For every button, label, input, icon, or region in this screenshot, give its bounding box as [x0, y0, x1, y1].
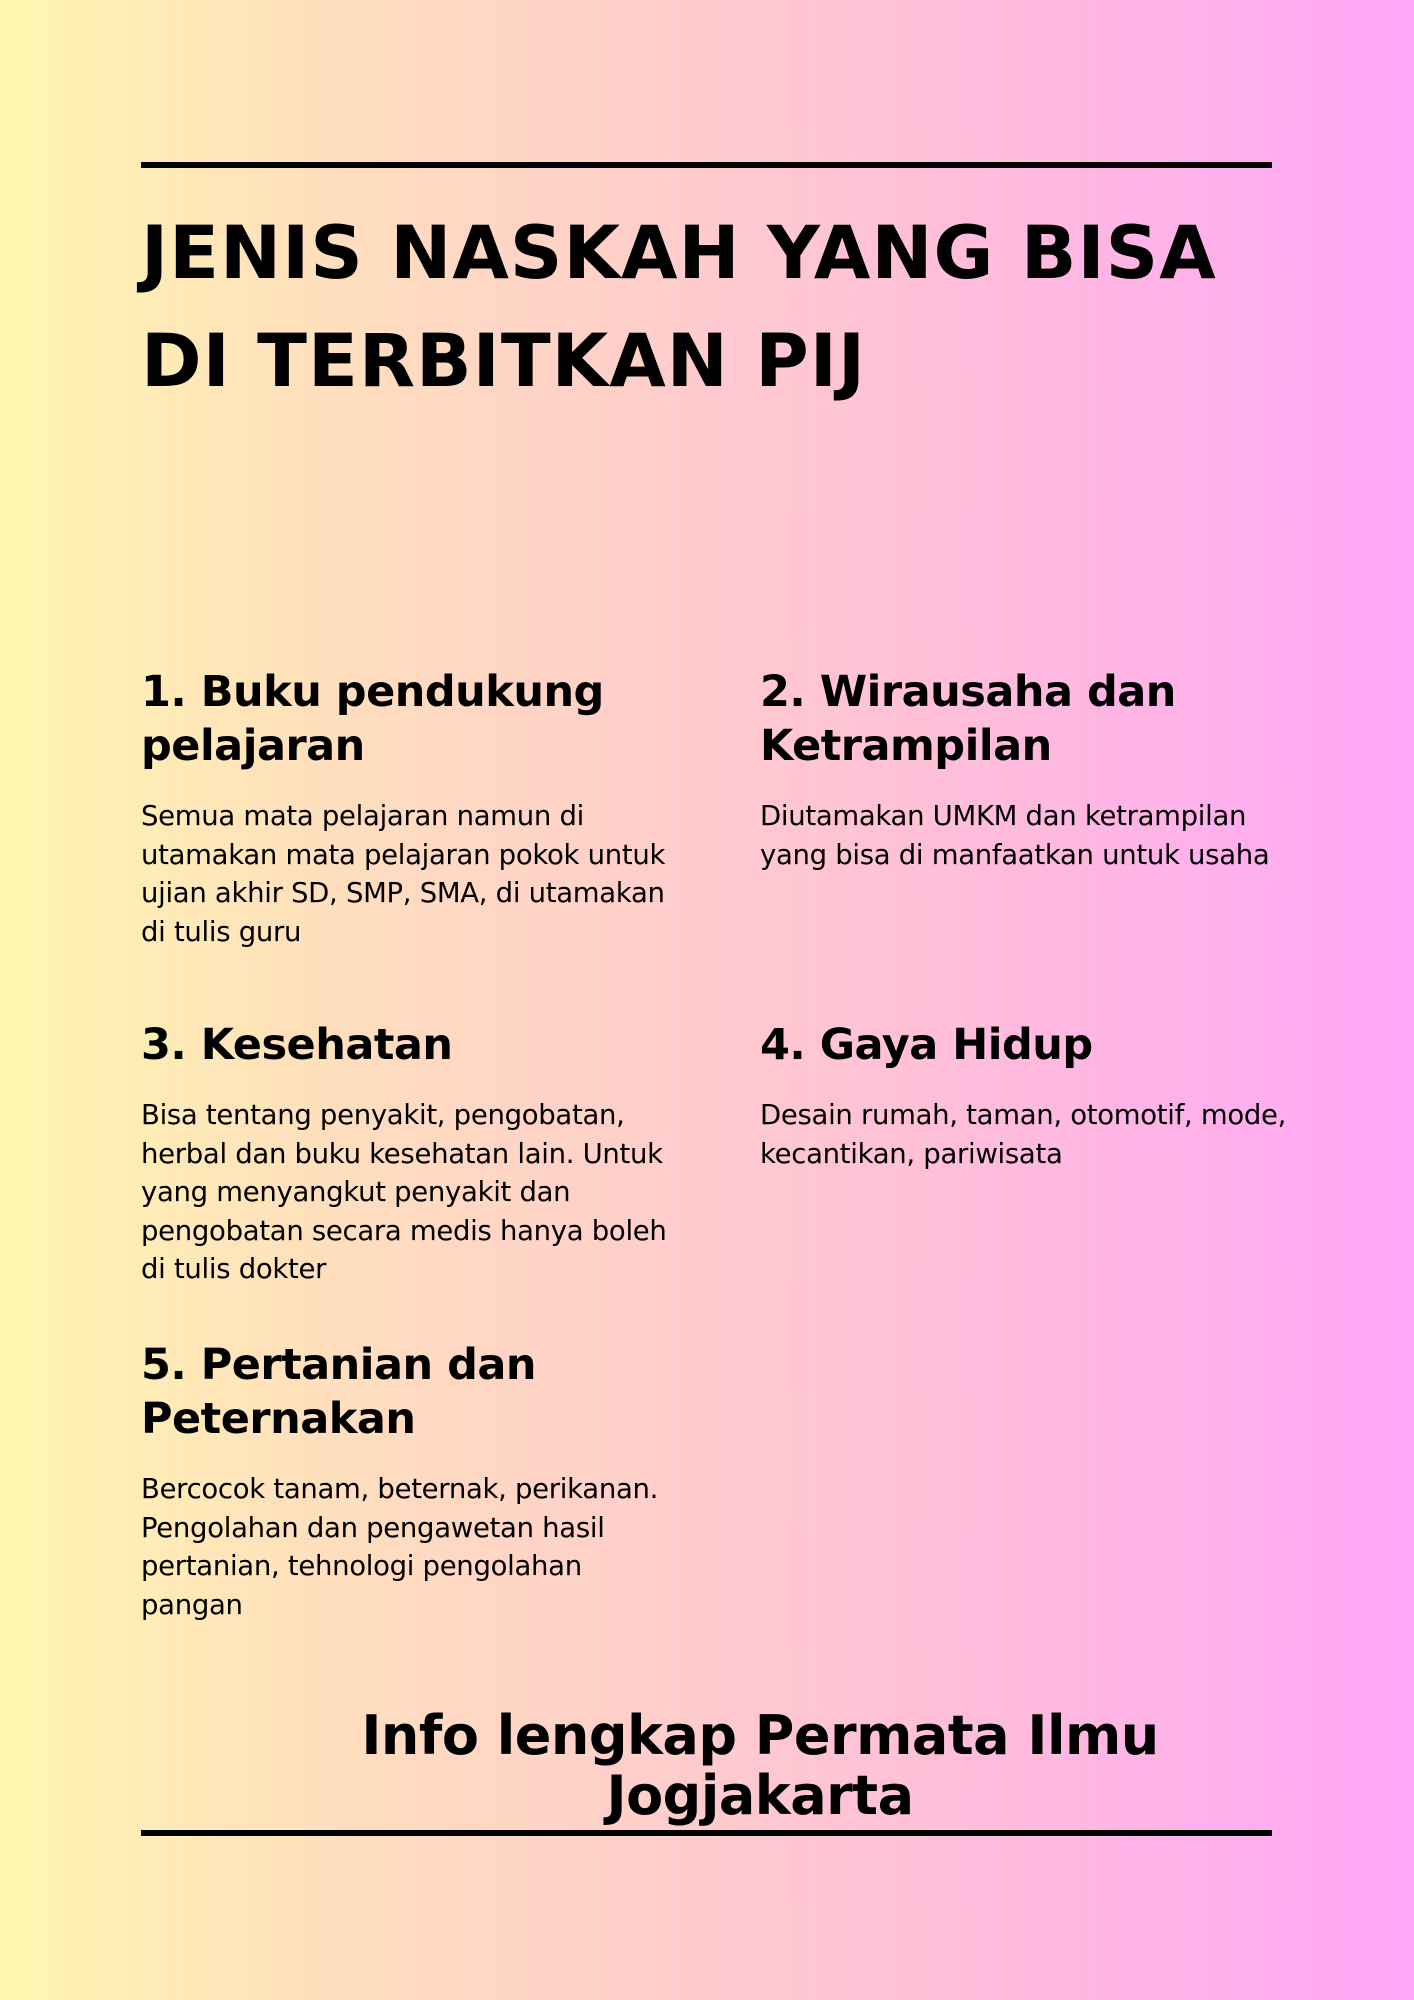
item-description-line: pertanian, tehnologi pengolahan: [141, 1550, 582, 1582]
item-heading: [141, 1018, 711, 1072]
item-heading-line: pelajaran: [141, 721, 365, 771]
item-heading-line: Ketrampilan: [760, 721, 1052, 771]
item-description: [760, 797, 1330, 874]
item-heading-line: Peternakan: [141, 1394, 416, 1444]
item-description-line: Diutamakan UMKM dan ketrampilan: [760, 800, 1247, 832]
item-description-line: Bisa tentang penyakit, pengobatan,: [141, 1099, 625, 1131]
item-heading-line: 5. Pertanian dan: [141, 1340, 537, 1390]
item-description-line: pangan: [141, 1588, 243, 1621]
item-description-line: ujian akhir SD, SMP, SMA, di utamakan: [141, 877, 665, 909]
item-description-line: Semua mata pelajaran namun di: [141, 800, 584, 832]
item-heading: [760, 1018, 1330, 1072]
item-description-line: Pengolahan dan pengawetan hasil: [141, 1511, 605, 1544]
footer-line: Info lengkap Permata Ilmu: [361, 1704, 1159, 1767]
item-description-line: herbal dan buku kesehatan lain. Untuk: [141, 1137, 663, 1170]
item-description: [760, 1096, 1330, 1173]
item-heading-line: 1. Buku pendukung: [141, 667, 604, 717]
item-description-line: di tulis dokter: [141, 1253, 327, 1285]
item-heading-line: 4. Gaya Hidup: [760, 1020, 1093, 1070]
item-description-line: kecantikan, pariwisata: [760, 1137, 1063, 1170]
manuscript-type-5: [141, 1338, 711, 1624]
manuscript-type-1: [141, 665, 711, 951]
item-heading-line: 3. Kesehatan: [141, 1020, 453, 1070]
page-title-line: DI TERBITKAN PIJ: [141, 319, 867, 404]
item-description-line: yang bisa di manfaatkan untuk usaha: [760, 838, 1270, 871]
item-heading: [141, 665, 711, 773]
item-description-line: yang menyangkut penyakit dan: [141, 1176, 571, 1208]
top-divider: [141, 162, 1272, 168]
item-heading: [141, 1338, 711, 1446]
footer-info: [240, 1706, 1280, 1826]
manuscript-type-4: [760, 1018, 1330, 1173]
item-description-line: pengobatan secara medis hanya boleh: [141, 1214, 667, 1247]
item-description-line: di tulis guru: [141, 915, 302, 948]
page-title: [141, 200, 1321, 416]
item-description-line: Desain rumah, taman, otomotif, mode,: [760, 1099, 1287, 1131]
item-description: [141, 797, 711, 951]
item-description-line: Bercocok tanam, beternak, perikanan.: [141, 1473, 659, 1505]
page-title-line: JENIS NASKAH YANG BISA: [141, 211, 1217, 296]
bottom-divider: [141, 1830, 1272, 1836]
item-description-line: utamakan mata pelajaran pokok untuk: [141, 838, 666, 871]
footer-line: Jogjakarta: [606, 1764, 914, 1827]
item-heading: [760, 665, 1330, 773]
manuscript-type-2: [760, 665, 1330, 874]
item-description: [141, 1470, 711, 1624]
item-description: [141, 1096, 711, 1289]
manuscript-type-3: [141, 1018, 711, 1289]
item-heading-line: 2. Wirausaha dan: [760, 667, 1176, 717]
